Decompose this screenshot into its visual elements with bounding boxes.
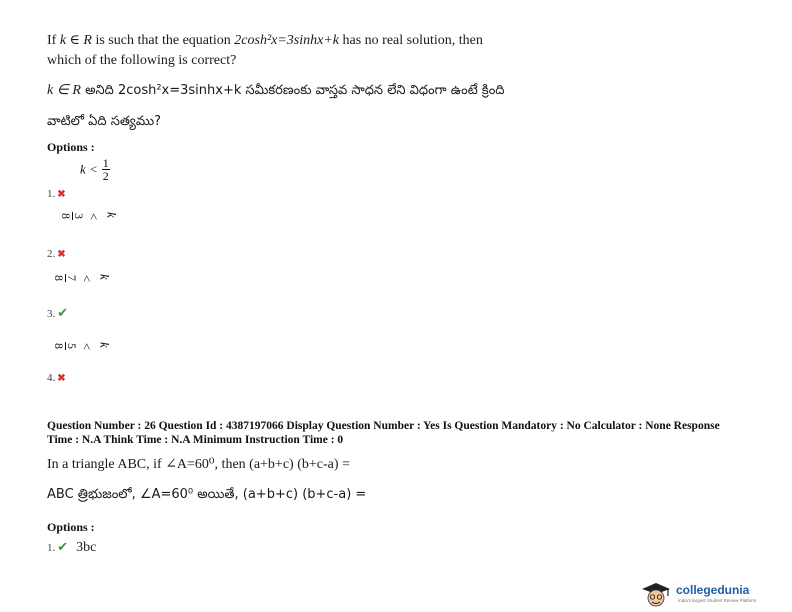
q25-option-1-expression <box>80 157 110 182</box>
q25-text-part: is such that the equation <box>95 33 231 48</box>
option-4-denominator: 8 <box>52 343 66 349</box>
question-25-english <box>47 31 607 51</box>
q25-option-1-marker <box>47 184 66 202</box>
question-26-telugu: ABC త్రిభుజంలో, ∠A=60⁰ అయితే, (a+b+c) (b+c-a) = <box>47 487 367 502</box>
option-3-lhs: k < <box>79 274 113 283</box>
q25-text-part: has no real solution, then <box>342 33 483 48</box>
brand-tagline: India's largest Student Review Platform <box>678 598 757 603</box>
q26-options-label: Options : <box>47 520 95 534</box>
q26-meta-line2: Time : N.A Think Time : N.A Minimum Instruction Time : 0 <box>47 434 344 446</box>
q25-option-3-marker <box>47 304 68 322</box>
q26-option-1 <box>47 538 96 558</box>
q26-option-1-text: 3bc <box>76 540 97 555</box>
q25-telugu-line1: అనిది 2cosh²x=3sinhx+k సమీకరణంకు వాస్తవ సాధన లేని విధంగా ఉంటే క్రింది <box>85 83 505 98</box>
option-4-numerator: 5 <box>65 343 79 349</box>
q25-option-2-expression <box>59 212 125 256</box>
option-2-lhs: k < <box>86 212 120 221</box>
option-4-fraction <box>53 342 78 350</box>
question-26-english: In a triangle ABC, if ∠A=60⁰, then (a+b+c) (b+c-a) = <box>47 457 350 472</box>
correct-check-icon: ✔ <box>57 539 69 554</box>
option-1-denominator: 2 <box>102 169 109 183</box>
option-2-numerator: 3 <box>72 213 86 219</box>
brand-logo <box>638 580 788 608</box>
wrong-cross-icon: ✖ <box>57 249 66 260</box>
correct-check-icon: ✔ <box>57 305 69 320</box>
graduate-mascot-icon <box>638 580 674 608</box>
option-3-denominator: 8 <box>52 275 66 281</box>
q25-option-2-marker <box>47 244 66 262</box>
q25-option-3-expression <box>52 274 118 318</box>
wrong-cross-icon: ✖ <box>57 189 66 200</box>
q25-equation: 2cosh²x=3sinhx+k <box>234 33 340 48</box>
option-4-number: 4. <box>47 372 56 384</box>
q25-k-in-r: k ∈ R <box>59 33 92 48</box>
q25-telugu-k-in-r: k ∈ R <box>47 83 81 98</box>
question-25-telugu <box>47 82 647 101</box>
q25-text-part: If <box>47 33 57 48</box>
option-3-fraction <box>53 274 78 282</box>
option-2-fraction <box>60 212 85 220</box>
q25-option-4-expression <box>52 342 118 386</box>
brand-name: collegedunia <box>676 583 750 597</box>
option-1-numerator: 1 <box>102 156 109 170</box>
q26-option-1-number: 1. <box>47 542 56 554</box>
option-1-fraction <box>102 157 110 182</box>
option-3-numerator: 7 <box>65 275 79 281</box>
option-2-number: 2. <box>47 248 56 260</box>
wrong-cross-icon: ✖ <box>57 373 66 384</box>
question-25-english-line2: which of the following is correct? <box>47 53 237 68</box>
q26-meta-line1: Question Number : 26 Question Id : 4387197066 Display Question Number : Yes Is Question Mandatory : No Calculator : None Response <box>47 420 720 432</box>
option-1-lhs: k < <box>80 161 98 177</box>
q25-options-label: Options : <box>47 140 95 154</box>
option-1-number: 1. <box>47 188 56 200</box>
option-2-denominator: 8 <box>59 213 73 219</box>
option-4-lhs: k < <box>79 342 113 351</box>
question-25-telugu-line2: వాటిలో ఏది సత్యము? <box>47 114 162 129</box>
option-3-number: 3. <box>47 308 56 320</box>
q25-option-4-marker <box>47 368 66 386</box>
